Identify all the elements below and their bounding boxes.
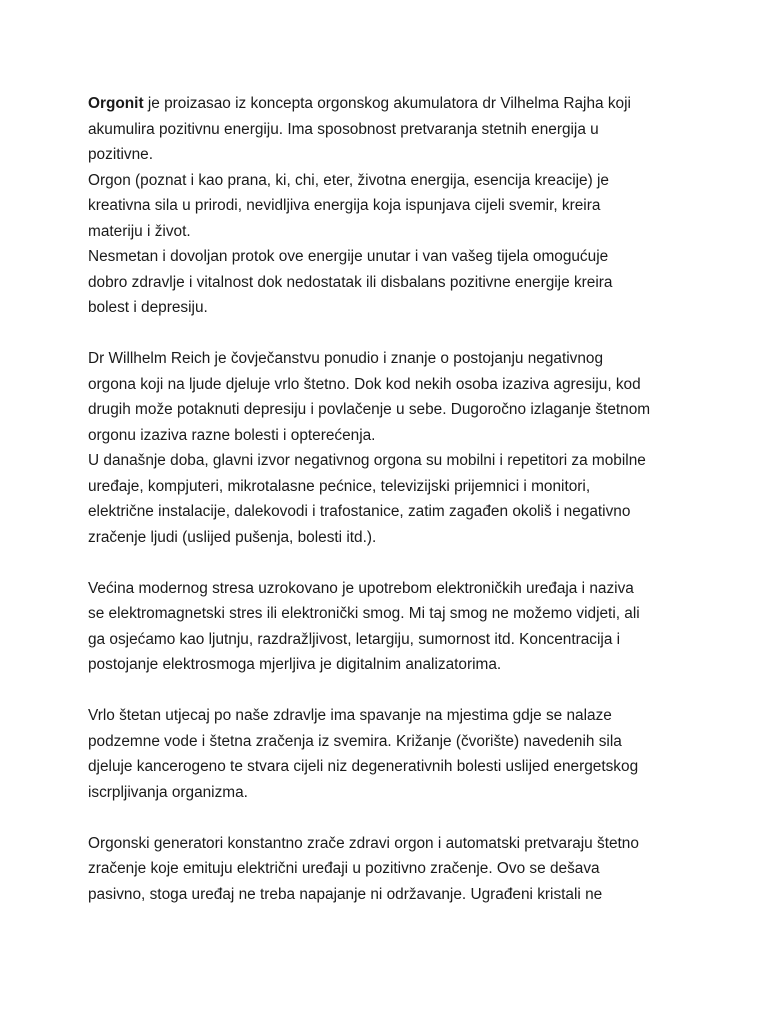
text-line: Vrlo štetan utjecaj po naše zdravlje ima spavanje na mjestima gdje se nalaze	[88, 707, 612, 724]
paragraph-reich-negative-orgon	[88, 346, 698, 550]
text-line: Orgon (poznat i kao prana, ki, chi, eter, životna energija, esencija kreacije) je	[88, 171, 609, 189]
text-line: zračenje koje emituju električni uređaji u pozitivno zračenje. Ovo se dešava	[88, 860, 600, 877]
text-line: pozitivne.	[88, 146, 154, 163]
text-line: orgona koji na ljude djeluje vrlo štetno. Dok kod nekih osoba izaziva agresiju, kod	[88, 375, 641, 393]
text-line: akumulira pozitivnu energiju. Ima sposobnost pretvaranja stetnih energija u	[88, 120, 599, 138]
text-line: zračenje ljudi (uslijed pušenja, bolesti itd.).	[88, 528, 377, 546]
bold-term-orgonit: Orgonit	[88, 95, 144, 112]
text-line: Dr Willhelm Reich je čovječanstvu ponudio i znanje o postojanju negativnog	[88, 350, 604, 367]
text-line: uređaje, kompjuteri, mikrotalasne pećnice, televizijski prijemnici i monitori,	[88, 477, 591, 495]
text-line: Nesmetan i dovoljan protok ove energije unutar i van vašeg tijela omogućuje	[88, 248, 609, 265]
document-body	[88, 91, 698, 933]
text-line: drugih može potaknuti depresiju i povlačenje u sebe. Dugoročno izlaganje štetnom	[88, 401, 651, 418]
text-line: bolest i depresiju.	[88, 299, 208, 316]
paragraph-orgone-generators	[88, 831, 698, 908]
text-line: postojanje elektrosmoga mjerljiva je digitalnim analizatorima.	[88, 656, 502, 673]
paragraph-underground-water	[88, 703, 698, 805]
text-line: materiju i život.	[88, 222, 191, 240]
text-line: dobro zdravlje i vitalnost dok nedostatak ili disbalans pozitivne energije kreira	[88, 273, 613, 291]
text-line: djeluje kancerogeno te stvara cijeli niz degenerativnih bolesti uslijed energetskog	[88, 758, 639, 775]
text-line: električne instalacije, dalekovodi i trafostanice, zatim zagađen okoliš i negativno	[88, 503, 631, 520]
text-line: U današnje doba, glavni izvor negativnog orgona su mobilni i repetitori za mobilne	[88, 452, 646, 469]
text-line: Većina modernog stresa uzrokovano je upotrebom elektroničkih uređaja i naziva	[88, 579, 634, 597]
paragraph-orgonit-intro	[88, 91, 698, 321]
text-line: kreativna sila u prirodi, nevidljiva energija koja ispunjava cijeli svemir, kreira	[88, 197, 601, 214]
text-line: iscrpljivanja organizma.	[88, 783, 248, 801]
text-line: podzemne vode i štetna zračenja iz svemira. Križanje (čvorište) navedenih sila	[88, 732, 622, 750]
text-line: orgonu izaziva razne bolesti i opterećenja.	[88, 426, 376, 444]
text-line: Orgonit je proizasao iz koncepta orgonskog akumulatora dr Vilhelma Rajha koji	[88, 95, 631, 112]
paragraph-electronic-smog	[88, 576, 698, 678]
text-line: pasivno, stoga uređaj ne treba napajanje ni održavanje. Ugrađeni kristali ne	[88, 885, 603, 903]
text-line: Orgonski generatori konstantno zrače zdravi orgon i automatski pretvaraju štetno	[88, 834, 639, 852]
text-line: se elektromagnetski stres ili elektronički smog. Mi taj smog ne možemo vidjeti, ali	[88, 605, 640, 622]
text-line: ga osjećamo kao ljutnju, razdražljivost, letargiju, sumornost itd. Koncentracija i	[88, 630, 621, 648]
